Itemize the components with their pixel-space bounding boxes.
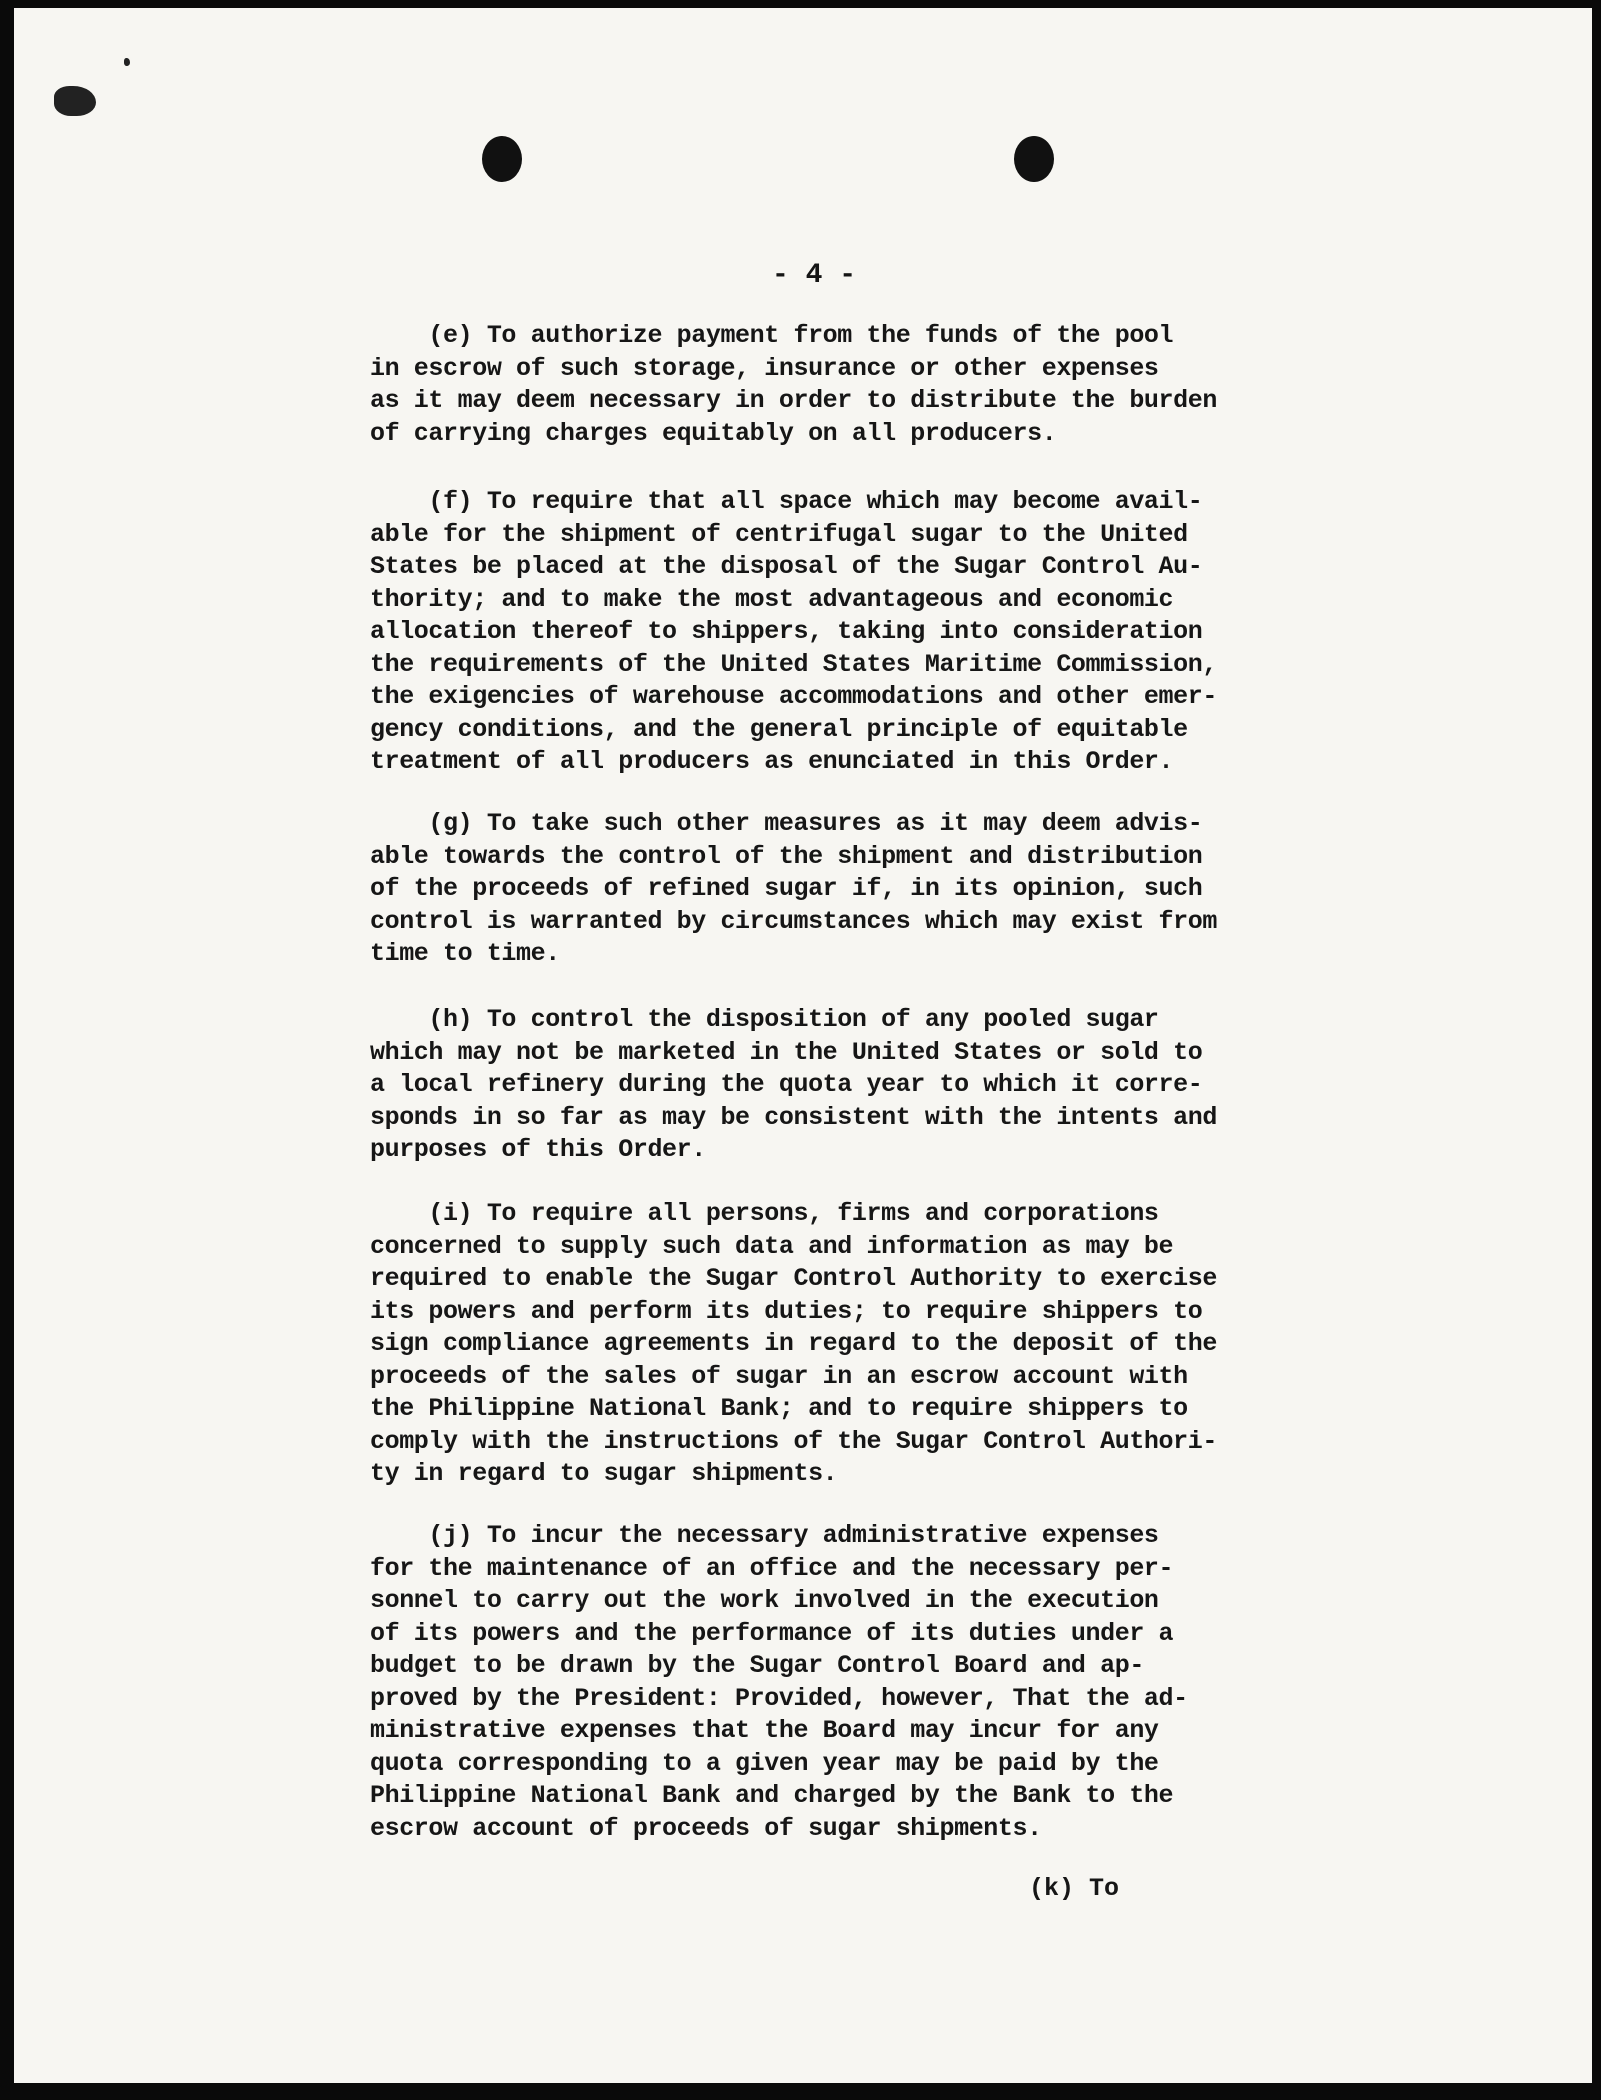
- text-line: (j) To incur the necessary administrative expenses: [370, 1521, 1159, 1550]
- punch-hole-left: [482, 136, 522, 182]
- text-line: the exigencies of warehouse accommodations and other emer-: [370, 682, 1217, 711]
- text-line: concerned to supply such data and information as may be: [370, 1231, 1174, 1261]
- text-line: required to enable the Sugar Control Authority to exercise: [370, 1264, 1217, 1293]
- text-line: sonnel to carry out the work involved in the execution: [370, 1586, 1159, 1615]
- text-line: of the proceeds of refined sugar if, in its opinion, such: [370, 874, 1203, 903]
- text-line: the Philippine National Bank; and to require shippers to: [370, 1394, 1188, 1423]
- ink-smudge: [54, 86, 96, 116]
- paragraph-g: [370, 808, 1370, 971]
- text-line: ministrative expenses that the Board may incur for any: [370, 1716, 1159, 1745]
- scan-border-bottom: [0, 2084, 1601, 2100]
- text-line: the requirements of the United States Maritime Commission,: [370, 649, 1217, 679]
- paragraph-h: [370, 1004, 1370, 1167]
- text-line: of carrying charges equitably on all producers.: [370, 418, 1057, 448]
- text-line: control is warranted by circumstances which may exist from: [370, 906, 1217, 936]
- text-line: States be placed at the disposal of the Sugar Control Au-: [370, 552, 1203, 581]
- page-number: - 4 -: [771, 260, 856, 291]
- text-line: purposes of this Order.: [370, 1135, 706, 1164]
- paragraph-f: [370, 486, 1370, 779]
- text-line: ty in regard to sugar shipments.: [370, 1459, 838, 1488]
- text-line: of its powers and the performance of its duties under a: [370, 1618, 1174, 1648]
- text-line: allocation thereof to shippers, taking into consideration: [370, 617, 1203, 646]
- text-line: proved by the President: Provided, however, That the ad-: [370, 1683, 1188, 1713]
- text-line: (f) To require that all space which may become avail-: [370, 487, 1203, 516]
- text-line: treatment of all producers as enunciated in this Order.: [370, 747, 1174, 776]
- text-line: (e) To authorize payment from the funds of the pool: [370, 321, 1174, 350]
- text-line: gency conditions, and the general principle of equitable: [370, 714, 1188, 744]
- text-line: for the maintenance of an office and the necessary per-: [370, 1553, 1174, 1583]
- document-page: [14, 8, 1592, 2083]
- text-line: proceeds of the sales of sugar in an escrow account with: [370, 1361, 1188, 1391]
- text-line: escrow account of proceeds of sugar shipments.: [370, 1813, 1042, 1843]
- text-line: (g) To take such other measures as it may deem advis-: [370, 809, 1203, 838]
- paragraph-j: [370, 1520, 1370, 1845]
- text-line: budget to be drawn by the Sugar Control Board and ap-: [370, 1651, 1144, 1680]
- text-line: (i) To require all persons, firms and corporations: [370, 1199, 1159, 1228]
- ink-speck: [124, 58, 130, 66]
- text-line: as it may deem necessary in order to distribute the burden: [370, 386, 1217, 415]
- text-line: comply with the instructions of the Sugar Control Authori-: [370, 1426, 1217, 1456]
- text-line: time to time.: [370, 939, 560, 968]
- text-line: able towards the control of the shipment and distribution: [370, 841, 1203, 871]
- text-line: a local refinery during the quota year to which it corre-: [370, 1070, 1203, 1099]
- punch-hole-right: [1014, 136, 1054, 182]
- text-line: thority; and to make the most advantageous and economic: [370, 584, 1174, 614]
- text-line: in escrow of such storage, insurance or other expenses: [370, 353, 1159, 383]
- text-line: sponds in so far as may be consistent with the intents and: [370, 1102, 1217, 1132]
- continuation-catchword: (k) To: [1029, 1874, 1120, 1903]
- text-line: able for the shipment of centrifugal sugar to the United: [370, 519, 1188, 549]
- text-line: sign compliance agreements in regard to the deposit of the: [370, 1329, 1217, 1358]
- text-line: its powers and perform its duties; to require shippers to: [370, 1296, 1203, 1326]
- paragraph-e: [370, 320, 1370, 450]
- text-line: (h) To control the disposition of any pooled sugar: [370, 1005, 1159, 1034]
- text-line: quota corresponding to a given year may be paid by the: [370, 1748, 1159, 1778]
- text-line: which may not be marketed in the United States or sold to: [370, 1037, 1203, 1067]
- text-line: Philippine National Bank and charged by the Bank to the: [370, 1781, 1174, 1810]
- paragraph-i: [370, 1198, 1370, 1491]
